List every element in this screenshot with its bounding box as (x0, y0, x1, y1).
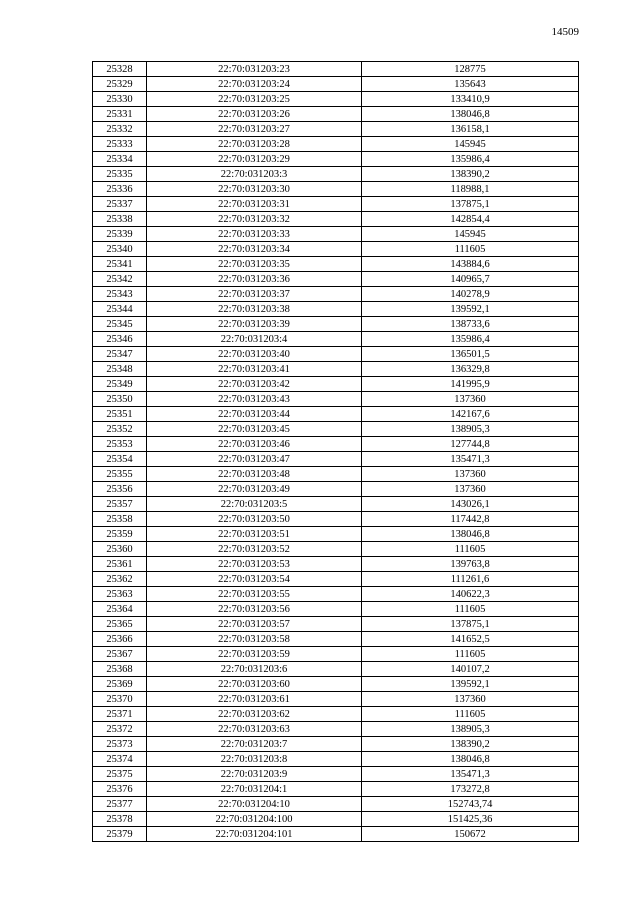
row-number-cell: 25361 (93, 557, 147, 572)
row-number-cell: 25357 (93, 497, 147, 512)
row-number-cell: 25343 (93, 287, 147, 302)
value-cell: 150672 (362, 827, 579, 842)
table-row (93, 227, 579, 242)
table-row (93, 347, 579, 362)
row-number-cell: 25374 (93, 752, 147, 767)
table-row (93, 107, 579, 122)
value-cell: 117442,8 (362, 512, 579, 527)
value-cell: 139592,1 (362, 302, 579, 317)
table-row (93, 302, 579, 317)
row-number-cell: 25364 (93, 602, 147, 617)
cadastral-number-cell: 22:70:031203:49 (147, 482, 362, 497)
value-cell: 137360 (362, 482, 579, 497)
table-row (93, 287, 579, 302)
value-cell: 135471,3 (362, 452, 579, 467)
table-row (93, 332, 579, 347)
cadastral-number-cell: 22:70:031203:31 (147, 197, 362, 212)
cadastral-number-cell: 22:70:031203:58 (147, 632, 362, 647)
row-number-cell: 25367 (93, 647, 147, 662)
cadastral-number-cell: 22:70:031203:29 (147, 152, 362, 167)
table-row (93, 767, 579, 782)
row-number-cell: 25352 (93, 422, 147, 437)
value-cell: 135471,3 (362, 767, 579, 782)
cadastral-number-cell: 22:70:031203:55 (147, 587, 362, 602)
table-row (93, 482, 579, 497)
row-number-cell: 25358 (93, 512, 147, 527)
value-cell: 111605 (362, 242, 579, 257)
table-row (93, 677, 579, 692)
row-number-cell: 25366 (93, 632, 147, 647)
row-number-cell: 25363 (93, 587, 147, 602)
cadastral-number-cell: 22:70:031204:10 (147, 797, 362, 812)
cadastral-number-cell: 22:70:031203:45 (147, 422, 362, 437)
row-number-cell: 25337 (93, 197, 147, 212)
row-number-cell: 25371 (93, 707, 147, 722)
table-row (93, 422, 579, 437)
value-cell: 140965,7 (362, 272, 579, 287)
row-number-cell: 25376 (93, 782, 147, 797)
row-number-cell: 25378 (93, 812, 147, 827)
table-row (93, 497, 579, 512)
cadastral-number-cell: 22:70:031203:5 (147, 497, 362, 512)
cadastral-number-cell: 22:70:031203:7 (147, 737, 362, 752)
cadastral-number-cell: 22:70:031203:41 (147, 362, 362, 377)
cadastral-value-table (92, 61, 579, 842)
table-row (93, 587, 579, 602)
cadastral-number-cell: 22:70:031203:47 (147, 452, 362, 467)
row-number-cell: 25342 (93, 272, 147, 287)
row-number-cell: 25365 (93, 617, 147, 632)
cadastral-number-cell: 22:70:031203:24 (147, 77, 362, 92)
cadastral-number-cell: 22:70:031203:39 (147, 317, 362, 332)
value-cell: 152743,74 (362, 797, 579, 812)
row-number-cell: 25345 (93, 317, 147, 332)
table-row (93, 542, 579, 557)
cadastral-number-cell: 22:70:031203:36 (147, 272, 362, 287)
cadastral-number-cell: 22:70:031203:9 (147, 767, 362, 782)
row-number-cell: 25349 (93, 377, 147, 392)
cadastral-number-cell: 22:70:031203:30 (147, 182, 362, 197)
table-row (93, 317, 579, 332)
value-cell: 142854,4 (362, 212, 579, 227)
row-number-cell: 25362 (93, 572, 147, 587)
value-cell: 145945 (362, 227, 579, 242)
table-row (93, 782, 579, 797)
value-cell: 118988,1 (362, 182, 579, 197)
value-cell: 138046,8 (362, 752, 579, 767)
value-cell: 140622,3 (362, 587, 579, 602)
value-cell: 141995,9 (362, 377, 579, 392)
table-row (93, 797, 579, 812)
table-row (93, 467, 579, 482)
value-cell: 111605 (362, 602, 579, 617)
row-number-cell: 25373 (93, 737, 147, 752)
value-cell: 138046,8 (362, 527, 579, 542)
value-cell: 135986,4 (362, 332, 579, 347)
row-number-cell: 25331 (93, 107, 147, 122)
cadastral-number-cell: 22:70:031203:52 (147, 542, 362, 557)
value-cell: 138733,6 (362, 317, 579, 332)
table-row (93, 197, 579, 212)
row-number-cell: 25351 (93, 407, 147, 422)
table-row (93, 722, 579, 737)
row-number-cell: 25328 (93, 62, 147, 77)
value-cell: 111261,6 (362, 572, 579, 587)
value-cell: 138390,2 (362, 167, 579, 182)
row-number-cell: 25334 (93, 152, 147, 167)
row-number-cell: 25350 (93, 392, 147, 407)
value-cell: 137360 (362, 692, 579, 707)
table-row (93, 812, 579, 827)
table-row (93, 437, 579, 452)
row-number-cell: 25372 (93, 722, 147, 737)
cadastral-number-cell: 22:70:031203:35 (147, 257, 362, 272)
cadastral-number-cell: 22:70:031203:42 (147, 377, 362, 392)
table-row (93, 572, 579, 587)
table-row (93, 257, 579, 272)
value-cell: 140107,2 (362, 662, 579, 677)
cadastral-number-cell: 22:70:031203:61 (147, 692, 362, 707)
cadastral-number-cell: 22:70:031203:60 (147, 677, 362, 692)
table-row (93, 167, 579, 182)
table-row (93, 92, 579, 107)
row-number-cell: 25339 (93, 227, 147, 242)
value-cell: 138905,3 (362, 722, 579, 737)
row-number-cell: 25346 (93, 332, 147, 347)
table-row (93, 272, 579, 287)
row-number-cell: 25341 (93, 257, 147, 272)
value-cell: 136329,8 (362, 362, 579, 377)
cadastral-number-cell: 22:70:031203:28 (147, 137, 362, 152)
table-row (93, 407, 579, 422)
table-row (93, 242, 579, 257)
table-row (93, 77, 579, 92)
row-number-cell: 25336 (93, 182, 147, 197)
cadastral-number-cell: 22:70:031203:33 (147, 227, 362, 242)
table-row (93, 827, 579, 842)
table-row (93, 377, 579, 392)
cadastral-number-cell: 22:70:031203:48 (147, 467, 362, 482)
value-cell: 133410,9 (362, 92, 579, 107)
cadastral-number-cell: 22:70:031204:100 (147, 812, 362, 827)
row-number-cell: 25354 (93, 452, 147, 467)
cadastral-number-cell: 22:70:031203:26 (147, 107, 362, 122)
cadastral-number-cell: 22:70:031203:34 (147, 242, 362, 257)
value-cell: 141652,5 (362, 632, 579, 647)
table-row (93, 512, 579, 527)
cadastral-number-cell: 22:70:031203:32 (147, 212, 362, 227)
value-cell: 138905,3 (362, 422, 579, 437)
row-number-cell: 25344 (93, 302, 147, 317)
row-number-cell: 25353 (93, 437, 147, 452)
row-number-cell: 25359 (93, 527, 147, 542)
value-cell: 151425,36 (362, 812, 579, 827)
row-number-cell: 25356 (93, 482, 147, 497)
value-cell: 111605 (362, 707, 579, 722)
cadastral-number-cell: 22:70:031203:40 (147, 347, 362, 362)
row-number-cell: 25347 (93, 347, 147, 362)
cadastral-number-cell: 22:70:031203:59 (147, 647, 362, 662)
cadastral-number-cell: 22:70:031203:53 (147, 557, 362, 572)
table-row (93, 557, 579, 572)
row-number-cell: 25355 (93, 467, 147, 482)
table-body (93, 62, 579, 842)
table-row (93, 392, 579, 407)
cadastral-number-cell: 22:70:031203:44 (147, 407, 362, 422)
value-cell: 145945 (362, 137, 579, 152)
value-cell: 136501,5 (362, 347, 579, 362)
row-number-cell: 25375 (93, 767, 147, 782)
table-row (93, 452, 579, 467)
table-row (93, 617, 579, 632)
value-cell: 139592,1 (362, 677, 579, 692)
row-number-cell: 25370 (93, 692, 147, 707)
row-number-cell: 25333 (93, 137, 147, 152)
value-cell: 137360 (362, 392, 579, 407)
row-number-cell: 25329 (93, 77, 147, 92)
row-number-cell: 25377 (93, 797, 147, 812)
row-number-cell: 25348 (93, 362, 147, 377)
cadastral-number-cell: 22:70:031203:38 (147, 302, 362, 317)
value-cell: 143884,6 (362, 257, 579, 272)
row-number-cell: 25330 (93, 92, 147, 107)
table-row (93, 527, 579, 542)
table-row (93, 692, 579, 707)
cadastral-number-cell: 22:70:031203:25 (147, 92, 362, 107)
row-number-cell: 25340 (93, 242, 147, 257)
cadastral-number-cell: 22:70:031203:6 (147, 662, 362, 677)
cadastral-number-cell: 22:70:031203:63 (147, 722, 362, 737)
table-row (93, 752, 579, 767)
row-number-cell: 25360 (93, 542, 147, 557)
value-cell: 143026,1 (362, 497, 579, 512)
cadastral-number-cell: 22:70:031203:8 (147, 752, 362, 767)
cadastral-number-cell: 22:70:031203:50 (147, 512, 362, 527)
cadastral-number-cell: 22:70:031203:46 (147, 437, 362, 452)
cadastral-number-cell: 22:70:031203:54 (147, 572, 362, 587)
table-row (93, 62, 579, 77)
value-cell: 140278,9 (362, 287, 579, 302)
page-number: 14509 (551, 26, 579, 38)
table-row (93, 137, 579, 152)
value-cell: 127744,8 (362, 437, 579, 452)
table-row (93, 737, 579, 752)
table-row (93, 662, 579, 677)
value-cell: 139763,8 (362, 557, 579, 572)
table-row (93, 647, 579, 662)
table-row (93, 707, 579, 722)
cadastral-number-cell: 22:70:031204:1 (147, 782, 362, 797)
value-cell: 138046,8 (362, 107, 579, 122)
value-cell: 128775 (362, 62, 579, 77)
row-number-cell: 25369 (93, 677, 147, 692)
value-cell: 142167,6 (362, 407, 579, 422)
row-number-cell: 25338 (93, 212, 147, 227)
table-row (93, 362, 579, 377)
value-cell: 111605 (362, 647, 579, 662)
cadastral-number-cell: 22:70:031203:37 (147, 287, 362, 302)
cadastral-number-cell: 22:70:031203:43 (147, 392, 362, 407)
table-row (93, 602, 579, 617)
row-number-cell: 25332 (93, 122, 147, 137)
cadastral-number-cell: 22:70:031203:56 (147, 602, 362, 617)
value-cell: 137360 (362, 467, 579, 482)
cadastral-number-cell: 22:70:031203:62 (147, 707, 362, 722)
cadastral-number-cell: 22:70:031203:51 (147, 527, 362, 542)
row-number-cell: 25368 (93, 662, 147, 677)
cadastral-number-cell: 22:70:031204:101 (147, 827, 362, 842)
cadastral-number-cell: 22:70:031203:3 (147, 167, 362, 182)
cadastral-number-cell: 22:70:031203:57 (147, 617, 362, 632)
value-cell: 137875,1 (362, 617, 579, 632)
row-number-cell: 25379 (93, 827, 147, 842)
value-cell: 135986,4 (362, 152, 579, 167)
table-row (93, 122, 579, 137)
table-row (93, 632, 579, 647)
value-cell: 138390,2 (362, 737, 579, 752)
cadastral-number-cell: 22:70:031203:4 (147, 332, 362, 347)
value-cell: 111605 (362, 542, 579, 557)
value-cell: 173272,8 (362, 782, 579, 797)
row-number-cell: 25335 (93, 167, 147, 182)
table-row (93, 212, 579, 227)
table-row (93, 182, 579, 197)
value-cell: 136158,1 (362, 122, 579, 137)
cadastral-number-cell: 22:70:031203:23 (147, 62, 362, 77)
table-row (93, 152, 579, 167)
value-cell: 137875,1 (362, 197, 579, 212)
value-cell: 135643 (362, 77, 579, 92)
cadastral-number-cell: 22:70:031203:27 (147, 122, 362, 137)
